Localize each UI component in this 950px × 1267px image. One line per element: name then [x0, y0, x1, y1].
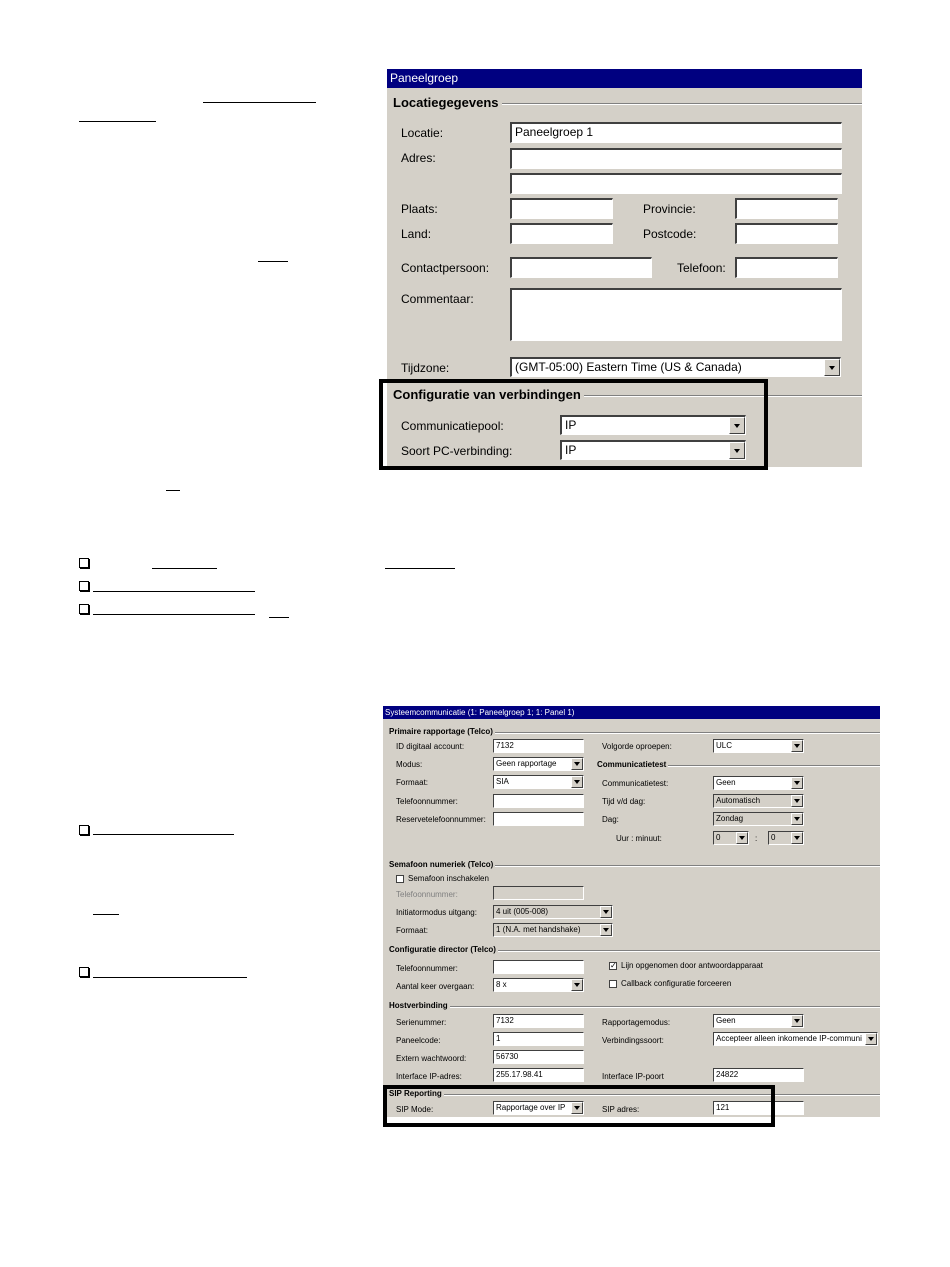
host-heading: Hostverbinding — [385, 1001, 450, 1010]
mode-value: Geen rapportage — [496, 759, 557, 768]
pager-phone-input[interactable] — [493, 886, 584, 900]
blank-line — [93, 914, 119, 915]
location-label: Locatie: — [401, 126, 444, 140]
report-mode-label: Rapportagemodus: — [602, 1018, 671, 1027]
pager-phone-label: Telefoonnummer: — [396, 890, 458, 899]
chevron-down-icon[interactable] — [791, 740, 803, 752]
timezone-select[interactable] — [510, 357, 841, 377]
pager-format-value: 1 (N.A. met handshake) — [496, 925, 581, 934]
system-communication-dialog — [383, 706, 880, 1117]
chevron-down-icon[interactable] — [865, 1033, 877, 1045]
highlight-frame — [379, 379, 768, 470]
mode-label: Modus: — [396, 760, 423, 769]
address-line1-input[interactable] — [510, 148, 842, 169]
blank-line — [93, 591, 255, 592]
chevron-down-icon[interactable] — [824, 359, 840, 376]
province-label: Provincie: — [643, 202, 696, 216]
minute-value: 0 — [771, 833, 776, 842]
pc-connection-value: IP — [565, 443, 577, 457]
chevron-down-icon[interactable] — [791, 813, 803, 825]
rings-value: 8 x — [496, 980, 507, 989]
serial-label: Serienummer: — [396, 1018, 447, 1027]
country-label: Land: — [401, 227, 432, 241]
director-phone-input[interactable] — [493, 960, 584, 974]
sip-mode-value: Rapportage over IP — [496, 1103, 566, 1112]
minute-select[interactable] — [768, 831, 804, 845]
account-id-label: ID digitaal account: — [396, 742, 465, 751]
blank-line — [152, 568, 217, 569]
blank-line — [93, 614, 255, 615]
time-of-day-value: Automatisch — [716, 796, 761, 805]
comm-pool-value: IP — [565, 418, 577, 432]
panel-code-label: Paneelcode: — [396, 1036, 441, 1045]
panel-code-input[interactable]: 1 — [493, 1032, 584, 1046]
callback-checkbox[interactable] — [609, 980, 617, 988]
postcode-input[interactable] — [735, 223, 838, 244]
comment-label: Commentaar: — [401, 292, 474, 306]
connection-type-value: Accepteer alleen inkomende IP-communi — [716, 1034, 862, 1043]
checkbox-icon — [79, 967, 89, 977]
blank-line — [258, 261, 288, 262]
checkbox-icon — [79, 581, 89, 591]
phone-number-label: Telefoonnummer: — [396, 797, 458, 806]
chevron-down-icon[interactable] — [571, 758, 583, 770]
initiator-mode-select[interactable] — [493, 905, 613, 919]
pager-format-label: Formaat: — [396, 926, 429, 935]
blank-line — [269, 617, 289, 618]
connection-section-heading: Configuratie van verbindingen — [387, 387, 584, 402]
answering-machine-checkbox[interactable]: ✓ — [610, 961, 617, 970]
phone-label: Telefoon: — [677, 261, 726, 275]
comm-test-select[interactable] — [713, 776, 804, 790]
blank-line — [93, 977, 247, 978]
comment-textarea[interactable] — [510, 288, 842, 341]
hour-select[interactable] — [713, 831, 749, 845]
chevron-down-icon[interactable] — [791, 795, 803, 807]
comm-pool-label: Communicatiepool: — [401, 419, 504, 433]
timezone-value: (GMT-05:00) Eastern Time (US & Canada) — [515, 360, 742, 374]
sip-address-label: SIP adres: — [602, 1105, 640, 1114]
postcode-label: Postcode: — [643, 227, 697, 241]
blank-line — [93, 834, 234, 835]
initiator-mode-label: Initiatormodus uitgang: — [396, 908, 477, 917]
primary-reporting-heading: Primaire rapportage (Telco) — [385, 727, 495, 736]
blank-line — [203, 102, 316, 103]
mode-select[interactable] — [493, 757, 584, 771]
chevron-down-icon[interactable] — [600, 924, 612, 936]
location-section-heading: Locatiegegevens — [387, 95, 502, 110]
timezone-label: Tijdzone: — [401, 361, 450, 375]
time-of-day-label: Tijd v/d dag: — [602, 797, 646, 806]
address-line2-input[interactable] — [510, 173, 842, 194]
pager-format-select[interactable] — [493, 923, 613, 937]
chevron-down-icon[interactable] — [736, 832, 748, 844]
hour-value: 0 — [716, 833, 721, 842]
country-input[interactable] — [510, 223, 613, 244]
pager-heading: Semafoon numeriek (Telco) — [385, 860, 495, 869]
checkbox-icon — [79, 558, 89, 568]
director-phone-label: Telefoonnummer: — [396, 964, 458, 973]
day-select[interactable] — [713, 812, 804, 826]
blank-line — [385, 568, 455, 569]
format-value: SIA — [496, 777, 509, 786]
connection-type-label: Verbindingssoort: — [602, 1036, 664, 1045]
sip-address-input[interactable]: 121 — [713, 1101, 804, 1115]
call-order-label: Volgorde oproepen: — [602, 742, 672, 751]
interface-ip-label: Interface IP-adres: — [396, 1072, 462, 1081]
account-id-input[interactable]: 7132 — [493, 739, 584, 753]
rings-label: Aantal keer overgaan: — [396, 982, 475, 991]
chevron-down-icon[interactable] — [791, 832, 803, 844]
checkbox-icon — [79, 825, 89, 835]
answering-machine-label: Lijn opgenomen door antwoordapparaat — [621, 961, 763, 970]
pager-enable-checkbox[interactable] — [396, 875, 404, 883]
pager-enable-label: Semafoon inschakelen — [408, 874, 489, 883]
call-order-select[interactable] — [713, 739, 804, 753]
checkbox-icon — [79, 604, 89, 614]
chevron-down-icon[interactable] — [791, 777, 803, 789]
serial-input[interactable]: 7132 — [493, 1014, 584, 1028]
day-label: Dag: — [602, 815, 619, 824]
format-label: Formaat: — [396, 778, 429, 787]
initiator-mode-value: 4 uit (005-008) — [496, 907, 549, 916]
comm-test-label: Communicatietest: — [602, 779, 669, 788]
chevron-down-icon[interactable] — [571, 776, 583, 788]
external-password-input[interactable]: 56730 — [493, 1050, 584, 1064]
blank-line — [79, 121, 156, 122]
dialog-title: Paneelgroep — [387, 69, 862, 88]
call-order-value: ULC — [716, 741, 733, 750]
sip-mode-label: SIP Mode: — [396, 1105, 434, 1114]
backup-phone-label: Reservetelefoonnummer: — [396, 815, 486, 824]
chevron-down-icon[interactable] — [600, 906, 612, 918]
interface-ip-input[interactable]: 255.17.98.41 — [493, 1068, 584, 1082]
chevron-down-icon[interactable] — [791, 1015, 803, 1027]
contact-label: Contactpersoon: — [401, 261, 490, 275]
phone-input[interactable] — [735, 257, 838, 278]
interface-port-input[interactable]: 24822 — [713, 1068, 804, 1082]
address-label: Adres: — [401, 151, 436, 165]
highlight-frame — [383, 1085, 775, 1127]
hour-minute-label: Uur : minuut: — [616, 834, 662, 843]
connection-type-select[interactable] — [713, 1032, 878, 1046]
location-input[interactable]: Paneelgroep 1 — [510, 122, 842, 143]
comm-test-value: Geen — [716, 778, 736, 787]
dialog-title: Systeemcommunicatie (1: Paneelgroep 1; 1: Panel 1) — [383, 706, 880, 719]
chevron-down-icon[interactable] — [571, 979, 583, 991]
city-input[interactable] — [510, 198, 613, 219]
group-divider — [387, 1006, 880, 1008]
rings-select[interactable] — [493, 978, 584, 992]
interface-port-label: Interface IP-poort — [602, 1072, 664, 1081]
blank-line — [166, 490, 180, 491]
pc-connection-label: Soort PC-verbinding: — [401, 444, 513, 458]
backup-phone-input[interactable] — [493, 812, 584, 826]
comm-test-heading: Communicatietest — [593, 760, 668, 769]
day-value: Zondag — [716, 814, 744, 823]
time-of-day-select[interactable] — [713, 794, 804, 808]
external-password-label: Extern wachtwoord: — [396, 1054, 467, 1063]
contact-input[interactable] — [510, 257, 652, 278]
callback-label: Callback configuratie forceeren — [621, 979, 732, 988]
sip-heading: SIP Reporting — [385, 1089, 444, 1098]
phone-number-input[interactable] — [493, 794, 584, 808]
report-mode-select[interactable] — [713, 1014, 804, 1028]
director-heading: Configuratie director (Telco) — [385, 945, 498, 954]
time-separator: : — [755, 834, 758, 843]
format-select[interactable] — [493, 775, 584, 789]
province-input[interactable] — [735, 198, 838, 219]
city-label: Plaats: — [401, 202, 438, 216]
report-mode-value: Geen — [716, 1016, 736, 1025]
